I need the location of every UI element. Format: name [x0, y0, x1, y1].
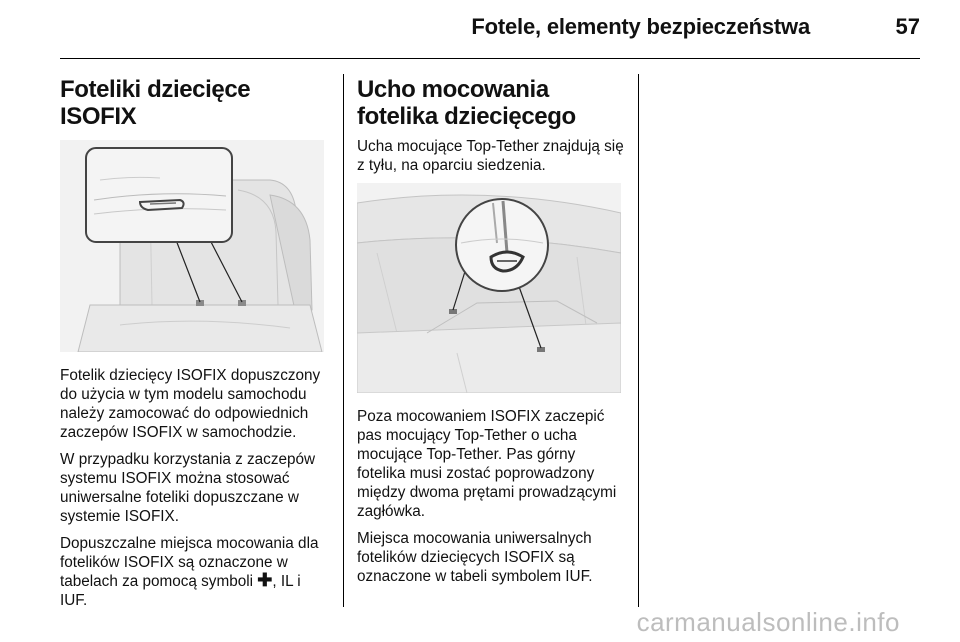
isofix-paragraph-3-text-a: Dopuszczalne miejsca mocowania dla fotelików ISOFIX są oznaczone w tabelach za pomocą symboli: [60, 535, 319, 590]
isofix-paragraph-3-text-b: , IL i IUF.: [60, 573, 301, 609]
right-column: [357, 76, 625, 594]
section-heading-top-tether: Ucho mocowania fotelika dziecięcego: [357, 76, 576, 130]
page-number: 57: [895, 14, 920, 39]
column-divider-2: [638, 74, 639, 607]
isofix-seat-illustration: [60, 140, 324, 352]
left-column: [60, 76, 332, 618]
isofix-paragraph-2: W przypadku korzystania z zaczepów systemu ISOFIX można stosować uniwersalne foteliki dopuszczane w systemie ISOFIX.: [60, 451, 316, 525]
watermark: carmanualsonline.info: [636, 607, 900, 637]
top-tether-paragraph-1: Ucha mocujące Top-Tether znajdują się z tyłu, na oparciu siedzenia.: [357, 138, 624, 174]
top-tether-illustration: [357, 183, 621, 393]
isofix-paragraph-1: Fotelik dziecięcy ISOFIX dopuszczony do użycia w tym modelu samochodu należy zamocować do odpowiednich zaczepów ISOFIX w samochodzie.: [60, 367, 321, 441]
page-header-title: Fotele, elementy bezpieczeństwa: [471, 14, 810, 39]
plus-cross-symbol-icon: ✚: [257, 570, 273, 590]
top-tether-paragraph-3: Miejsca mocowania uniwersalnych fotelików dziecięcych ISOFIX są oznaczone w tabeli symbolem IUF.: [357, 530, 593, 585]
isofix-paragraph-3: [60, 534, 332, 610]
top-tether-paragraph-2: Poza mocowaniem ISOFIX zaczepić pas mocujący Top-Tether o ucha mocujące Top-Tether. Pas górny fotelika musi zostać poprowadzony między dwoma prętami prowadzącymi zagłówka.: [357, 408, 617, 520]
column-divider-1: [343, 74, 344, 607]
header-rule: [60, 58, 920, 59]
section-heading-isofix: Foteliki dziecięce ISOFIX: [60, 76, 251, 130]
